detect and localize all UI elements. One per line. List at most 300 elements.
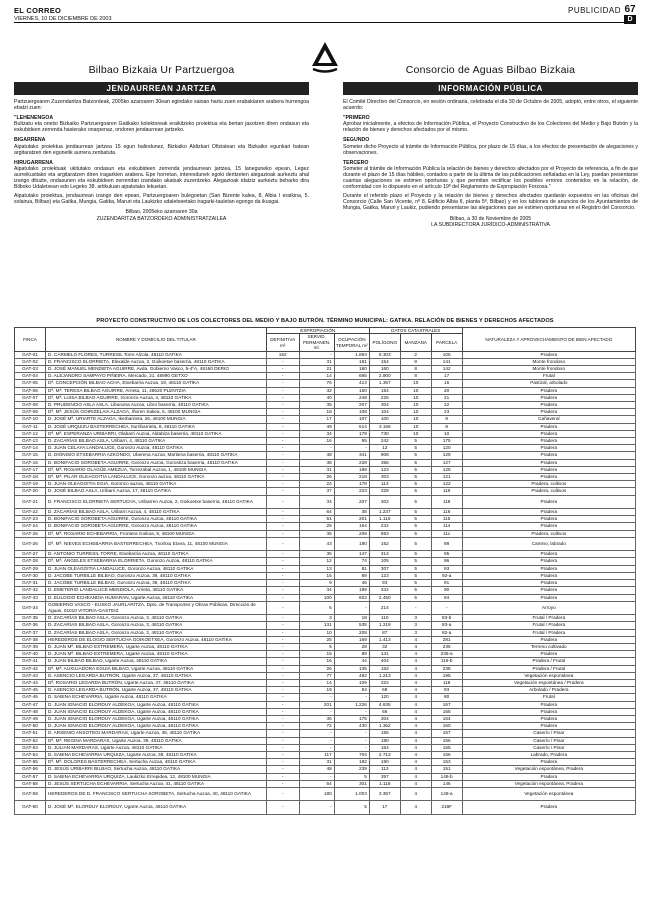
cell-d: - [266,601,299,614]
cell-s: 37 [299,488,334,495]
cell-d: - [266,358,299,365]
cell-n: D. ALEJANDRO SAMPAYO PIÑEIRA, Mercado, 21, 48990 GETXO [45,373,266,380]
table-row [15,744,636,751]
table-row [15,459,636,466]
cell-n: D. ZACARÍAS BILBAO ASLA, Goronzo Auzoa, 3, 48110 GATIKA [45,615,266,622]
cell-f: GAT-52 [15,737,46,744]
cell-o: 208 [334,629,369,636]
cell-o: 695 [334,373,369,380]
cell-m: 5 [400,466,431,473]
cell-nat: Arroyo [462,601,635,614]
cell-pol: 160 [369,366,400,373]
cell-s: 76 [299,380,334,387]
cell-d: - [266,565,299,572]
cell-pol: 110 [369,615,400,622]
cell-nat: Caserío / Pinar [462,730,635,737]
cell-nat: Pradera [462,409,635,416]
cell-pol: 66 [369,708,400,715]
spanish-notice-column [343,64,638,228]
cell-nat: Pradera [462,351,635,358]
edition-badge: D [624,15,636,24]
cell-nat: Vegetación espontánea, Pradera [462,780,635,787]
cell-pol: 1.237 [369,509,400,516]
cell-nat: Pradera [462,387,635,394]
cell-p: 148-b [431,773,462,780]
cell-pol: 214 [369,601,400,614]
cell-m: 4 [400,636,431,643]
col-servidumbre: SERVID. PERMANEN. ml. [299,334,334,351]
cell-n: D. ZACARÍAS BILBAO ASLA, Uribarri Auzoa, 4, 48110 GATIKA [45,509,266,516]
cell-s: 34 [299,495,334,508]
cell-f: GAT-49 [15,715,46,722]
table-row [15,759,636,766]
table-row [15,701,636,708]
cell-d: - [266,394,299,401]
cell-m: 10 [400,416,431,423]
cell-d: - [266,474,299,481]
cell-n: D. JOSÉ MANUEL MENDIETA AGUIRRE, Avda. Gobierno Vasco, 5-4ºA, 48160 DERIO [45,366,266,373]
cell-m: 10 [400,409,431,416]
cell-d: - [266,715,299,722]
table-row [15,516,636,523]
cell-p: 20 [431,387,462,394]
cell-n: D. JUAN IGNACIO ELORDUY ALDEKOA, Ugarte Auzoa, 48110 GATIKA [45,723,266,730]
cell-n: D. JUAN CELAYA LANDALUCE, Goronzo Auzoa, 48110 GATIKA [45,445,266,452]
cell-d: - [266,773,299,780]
cell-s: 31 [299,466,334,473]
cell-o: 81 [334,565,369,572]
cell-f: GAT-06 [15,387,46,394]
cell-s: 17 [299,416,334,423]
paragraph-exposure: Durante el referido plazo el Proyecto y la relación de bienes y derechos afectados quedarán expuestos en las oficinas del Consorcio (Calle San Vicente, nº 8, Edificio Albia II, planta 5ª, Bilbao) y en los tablones de anuncios de los Ayuntamientos de Mungia, Gatika, Maruri y Laukiz, pudiendo presentarse las alegaciones que se estimen oportunas en el Registro del Consorcio. [343,193,638,212]
cell-p: 8 [431,423,462,430]
cell-s: 34 [299,430,334,437]
cell-nat: Pradera [462,423,635,430]
cell-nat: Pradera [462,651,635,658]
table-row [15,423,636,430]
cell-d: - [266,687,299,694]
cell-pol: 113 [369,766,400,773]
cell-pol: 2.900 [369,373,400,380]
cell-s: 32 [299,387,334,394]
cell-nat: Frutal [462,373,635,380]
cell-n: D. DIONISIO ETXEBARRIA AZKONDO, Uberena Auzoa, Martiena baserria, 48110 GATIKA [45,452,266,459]
cell-n: Dª. CONCEPCIÓN BILBAO ACHA, Etxebarria Auzoa, 19, 48115 GATIKA [45,380,266,387]
cell-d: - [266,551,299,558]
table-row [15,380,636,387]
cell-d: - [266,481,299,488]
cell-p: 8 [431,416,462,423]
cell-s: 51 [299,516,334,523]
cell-pol: 68 [369,687,400,694]
cell-s: - [299,801,334,814]
cell-f: GAT-07 [15,394,46,401]
cell-o: 89 [334,572,369,579]
table-row [15,658,636,665]
cell-d: - [266,665,299,672]
cell-m: 4 [400,701,431,708]
cell-nat: Camino, labrado [462,537,635,550]
heading-first: "PRIMERO [343,115,370,122]
cell-f: GAT-24 [15,523,46,530]
newspaper-header [14,6,112,22]
table-row [15,730,636,737]
cell-m: 5 [400,565,431,572]
table-row [15,474,636,481]
cell-n: D. ZACARÍAS BILBAO ASLA, Goronzo Auzoa, 3, 48110 GATIKA [45,622,266,629]
cell-f: GAT-35 [15,615,46,622]
col-finca: FINCA [15,328,46,352]
cell-o: 169 [334,636,369,643]
cell-n: D. JOSÉ BILBAO ASLA, Uribarri Auzoa, 17, 48110 GATIKA [45,488,266,495]
cell-p: 90 [431,587,462,594]
cell-d: - [266,730,299,737]
cell-d: - [266,438,299,445]
cell-m: 8 [400,366,431,373]
cell-n: Dª. Mª. DOLORES BASTERRECHEA, Sertucha Auzoa, 48110 GATIKA [45,759,266,766]
cell-d: - [266,488,299,495]
cell-nat: Pradera [462,452,635,459]
cell-o: 704 [334,751,369,758]
cell-pol: 141 [369,651,400,658]
cell-o: 301 [334,780,369,787]
table-row [15,430,636,437]
cell-pol: 342 [369,587,400,594]
signature-role: LA SUBDIRECTORA JURÍDICO-ADMINISTRATIVA [431,221,550,228]
cell-d: - [266,629,299,636]
cell-nat: Vegetación espontánea [462,787,635,800]
cell-p: 17 [431,373,462,380]
cell-d: - [266,658,299,665]
cell-p: - [431,601,462,614]
cell-pol: 154 [369,387,400,394]
cell-o: 95 [334,438,369,445]
cell-n: Dª. Mª. AUXILIADORA EGUIA BILBAO, Ugarte Auzoa, 48110 GATIKA [45,665,266,672]
cell-p: 236 [431,643,462,650]
cell-nat: Pradera [462,801,635,814]
cell-d: - [266,466,299,473]
signature-spanish [343,216,638,228]
cell-p: 141 [431,358,462,365]
cell-s: 6 [299,601,334,614]
cell-nat: Pradera [462,773,635,780]
cell-d: - [266,409,299,416]
cell-o: 179 [334,430,369,437]
cell-d: - [266,380,299,387]
cell-d: - [266,373,299,380]
publication-date: VIERNES, 10 DE DICIEMBRE DE 2003 [14,16,112,22]
cell-n: Dª. ROSARIO LEGARDA BUTRÓN, Ugarte Auzoa, 37, 48110 GATIKA [45,679,266,686]
cell-p: 167 [431,701,462,708]
cell-f: GAT-50 [15,723,46,730]
cell-d: - [266,509,299,516]
cell-n: D. BONIFACIO SOROBETA AGUIRRE, Goronzo Auzoa, 48110 GATIKA [45,523,266,530]
cell-p: 235-a [431,651,462,658]
cell-s: 31 [299,358,334,365]
cell-p: 80 [431,694,462,701]
cell-f: GAT-36 [15,622,46,629]
cell-f: GAT-01 [15,351,46,358]
cell-pol: 152 [369,537,400,550]
cell-n: D. JUAN IGNACIO ELORDUY ALDEKOA, Ugarte Auzoa, 48110 GATIKA [45,701,266,708]
cell-m: 10 [400,387,431,394]
cell-f: GAT-30 [15,572,46,579]
cell-m: 5 [400,445,431,452]
cell-o: 147 [334,551,369,558]
table-row [15,715,636,722]
cell-d: - [266,751,299,758]
cell-o: - [334,601,369,614]
cell-d: - [266,701,299,708]
cell-p: 281 [431,636,462,643]
cell-o: 430 [334,723,369,730]
cell-m: 5 [400,572,431,579]
cell-m: 4 [400,715,431,722]
cell-n: D. PRUDENCIO ASLA ASLA, Liburuina Auzoa, Libro baserria, 48110 GATIKA [45,402,266,409]
cell-n: Dª. Mª. ROSARIO OLAGÜE AMEZUA, Torrezabal Auzoa, 1, 48100 MUNGIA [45,466,266,473]
banner-basque: JENDAURREAN JARTZEA [14,82,309,95]
cell-o: - [334,737,369,744]
cell-o: 5 [334,801,369,814]
cell-p: 114 [431,523,462,530]
cell-m: - [400,601,431,614]
cell-d: - [266,679,299,686]
cell-d: - [266,737,299,744]
cell-nat: Monte frondoso [462,358,635,365]
cell-pol: 87 [369,629,400,636]
cell-f: GAT-08 [15,402,46,409]
cell-m: 5 [400,481,431,488]
cell-n: Dª. Mª. ROSARIO ECHEBARRIA, Frontera Goikoa, 8, 48100 MUNGIA [45,530,266,537]
cell-pol: 356 [369,459,400,466]
cell-d: - [266,572,299,579]
cell-o: 207 [334,495,369,508]
cell-nat: Pradera [462,636,635,643]
table-row [15,509,636,516]
table-row [15,387,636,394]
cell-nat: Pradera [462,723,635,730]
cell-f: GAT-33 [15,594,46,601]
cell-n: D. ANTONIO TURRESIL TORRE, Etxebarria Auzoa, 48110 GATIKA [45,551,266,558]
cell-d: - [266,672,299,679]
cell-o: 135 [334,665,369,672]
cell-f: GAT-41 [15,658,46,665]
cell-s: 36 [299,715,334,722]
cell-n: Dª. Mª. ESPERANZA URIBARRI, Olabarri Auzoa, Aldabiza baserria, 48110 GATIKA [45,430,266,437]
cell-f: GAT-21 [15,495,46,508]
cell-p: 95 [431,551,462,558]
cell-s: 26 [299,474,334,481]
cell-pol: 225 [369,394,400,401]
cell-p: 116 [431,509,462,516]
table-row [15,708,636,715]
cell-f: GAT-38 [15,636,46,643]
cell-nat: Pradera, cultivos [462,481,635,488]
cell-p: 83-a [431,622,462,629]
cell-nat: Cañaveral [462,416,635,423]
cell-f: GAT-46 [15,694,46,701]
cell-n: D. JOSÉ Mª. ELORDUY ELORDUY, Ugarte Auzoa, 48110 GATIKA [45,801,266,814]
cell-f: GAT-22 [15,509,46,516]
cell-s: 40 [299,394,334,401]
cell-m: 4 [400,679,431,686]
cell-p: 125 [431,466,462,473]
cell-n: Dª. Mª. REGINA MARDARAS, Ugarte Auzoa, 39, 48110 GATIKA [45,737,266,744]
cell-o: 44 [334,658,369,665]
cell-o: 5 [334,773,369,780]
cell-n: D. EMETERIO LANDALUCE MENDIOLA, Arrieta, 48110 GATIKA [45,587,266,594]
cell-nat: Pradera [462,572,635,579]
cell-p: 165 [431,708,462,715]
cell-p: 22 [431,402,462,409]
paragraph-second: Someter dicho Proyecto al trámite de Información Pública, por plazo de 15 días, a los efectos de presentación de alegaciones y observaciones. [343,143,638,156]
cell-d: - [266,780,299,787]
cell-p: 120 [431,445,462,452]
cell-n: GOBIERNO VASCO - EUSKO JAURLARITZA, Dpto. de Transportes y Obras Públicas, Dirección de Aguas, 01010 VITORIA-GASTEIZ [45,601,266,614]
cell-n: Dª. Mª. ÁNGELES ETXEBARRIA ELORRIETA, Goronzo Auzoa, 48110 GATIKA [45,558,266,565]
table-row [15,394,636,401]
cell-nat: Pradera [462,438,635,445]
cell-nat: Pradera [462,551,635,558]
table-row [15,452,636,459]
cell-pol: 17 [369,801,400,814]
cell-f: GAT-29 [15,565,46,572]
cell-nat: Pradera [462,701,635,708]
cell-nat: Frutal [462,694,635,701]
cell-n: D. ASENCIO LEGARDA BUTRÓN, Ugarte Auzoa, 37, 48110 GATIKA [45,672,266,679]
cell-s: - [299,445,334,452]
cell-m: 4 [400,787,431,800]
cell-m: 3 [400,622,431,629]
cell-o: - [334,445,369,452]
cell-s: 25 [299,523,334,530]
cell-s: 25 [299,636,334,643]
cell-nat: Pastizal, arbolado [462,380,635,387]
consortium-logo-icon [310,40,340,74]
cell-s: - [299,694,334,701]
cell-o: 160 [334,366,369,373]
affected-properties-table [14,327,636,815]
cell-p: 218F [431,801,462,814]
cell-s: 19 [299,687,334,694]
col-group-catastro: DATOS CATASTRALES [369,328,462,334]
signature-role: ZUZENDARITZA BATZORDEKO ADMINISTRATZAILEA [96,215,227,222]
cell-o: 181 [334,358,369,365]
cell-d: - [266,622,299,629]
cell-o: 482 [334,672,369,679]
cell-f: GAT-13 [15,438,46,445]
cell-n: D. FRANCISCO ELORRIETA, Elexalde Auzoa, 2, Goikoetxe baserria, 48110 GATIKA [45,358,266,365]
cell-pol: 242 [369,523,400,530]
cell-f: GAT-42 [15,665,46,672]
cell-m: 5 [400,580,431,587]
cell-o: 201 [334,516,369,523]
cell-f: GAT-53 [15,744,46,751]
table-row [15,495,636,508]
cell-pol: 32 [369,643,400,650]
cell-pol: 2.450 [369,594,400,601]
cell-o: - [334,694,369,701]
cell-nat: Pradera [462,587,635,594]
cell-nat: Pradera [462,580,635,587]
cell-s: - [299,730,334,737]
table-row [15,402,636,409]
cell-p: 118 [431,495,462,508]
cell-f: GAT-55 [15,759,46,766]
cell-pol: 12 [369,445,400,452]
cell-n: Dª. Mª. NIEVES ECHEBARRIA BASTERRECHEA, Txoritxu Etxea, 11, 48100 MUNGIA [45,537,266,550]
cell-n: D. CARMELO FLORES, TURRESIL Torre Alzola, 48110 GATIKA [45,351,266,358]
cell-o: 514 [334,423,369,430]
cell-s: 64 [299,509,334,516]
cell-p: 164 [431,715,462,722]
cell-n: Dª. Mª. JESÚS GOIRIZELAIA ALZAGA, Iñoren Sakea, 6, 48100 MUNGIA [45,409,266,416]
cell-m: 2 [400,351,431,358]
cell-nat: Frutal / Pradera [462,615,635,622]
cell-s: - [299,744,334,751]
cell-nat: Vegetación espontánea, Pradera [462,766,635,773]
cell-d: - [266,537,299,550]
cell-o: 74 [334,558,369,565]
cell-m: 5 [400,438,431,445]
cell-f: GAT-44 [15,679,46,686]
cell-m: 4 [400,744,431,751]
table-row [15,481,636,488]
table-row [15,366,636,373]
cell-m: 4 [400,694,431,701]
cell-n: D. JUAN OLEAGOITIA EGIA, Goronzo auzoa, 48110 GATIKA [45,481,266,488]
cell-nat: Pradera [462,565,635,572]
cell-pol: 1.118 [369,780,400,787]
cell-pol: 328 [369,488,400,495]
cell-p: 92-a [431,572,462,579]
cell-s: 35 [299,402,334,409]
cell-s: 10 [299,629,334,636]
newspaper-name: EL CORREO [14,6,62,15]
header-divider [14,22,636,23]
cell-nat: Pradera [462,474,635,481]
cell-f: GAT-45 [15,687,46,694]
cell-nat: Frutal / Pradera [462,629,635,636]
cell-d: - [266,766,299,773]
cell-m: 5 [400,488,431,495]
cell-o: 223 [334,488,369,495]
cell-m: 5 [400,516,431,523]
cell-s: 117 [299,751,334,758]
cell-o: - [334,708,369,715]
cell-f: GAT-19 [15,481,46,488]
cell-pol: 1.213 [369,672,400,679]
cell-nat: Pradera, cultivos [462,488,635,495]
cell-p: 146 [431,780,462,787]
cell-o: 94 [334,687,369,694]
cell-s: 18 [299,409,334,416]
cell-f: GAT-12 [15,430,46,437]
cell-p: 93 [431,687,462,694]
cell-pol: 155 [369,730,400,737]
cell-f: GAT-58 [15,780,46,787]
cell-o: 190 [334,537,369,550]
cell-nat: Pradera [462,495,635,508]
cell-p: 10 [431,430,462,437]
cell-f: GAT-28 [15,558,46,565]
cell-pol: 1.219 [369,622,400,629]
cell-nat: Vegetación espontánea [462,672,635,679]
cell-o: 208 [334,530,369,537]
cell-nat: Pradera [462,558,635,565]
cell-o: 602 [334,594,369,601]
cell-o: 150 [334,387,369,394]
